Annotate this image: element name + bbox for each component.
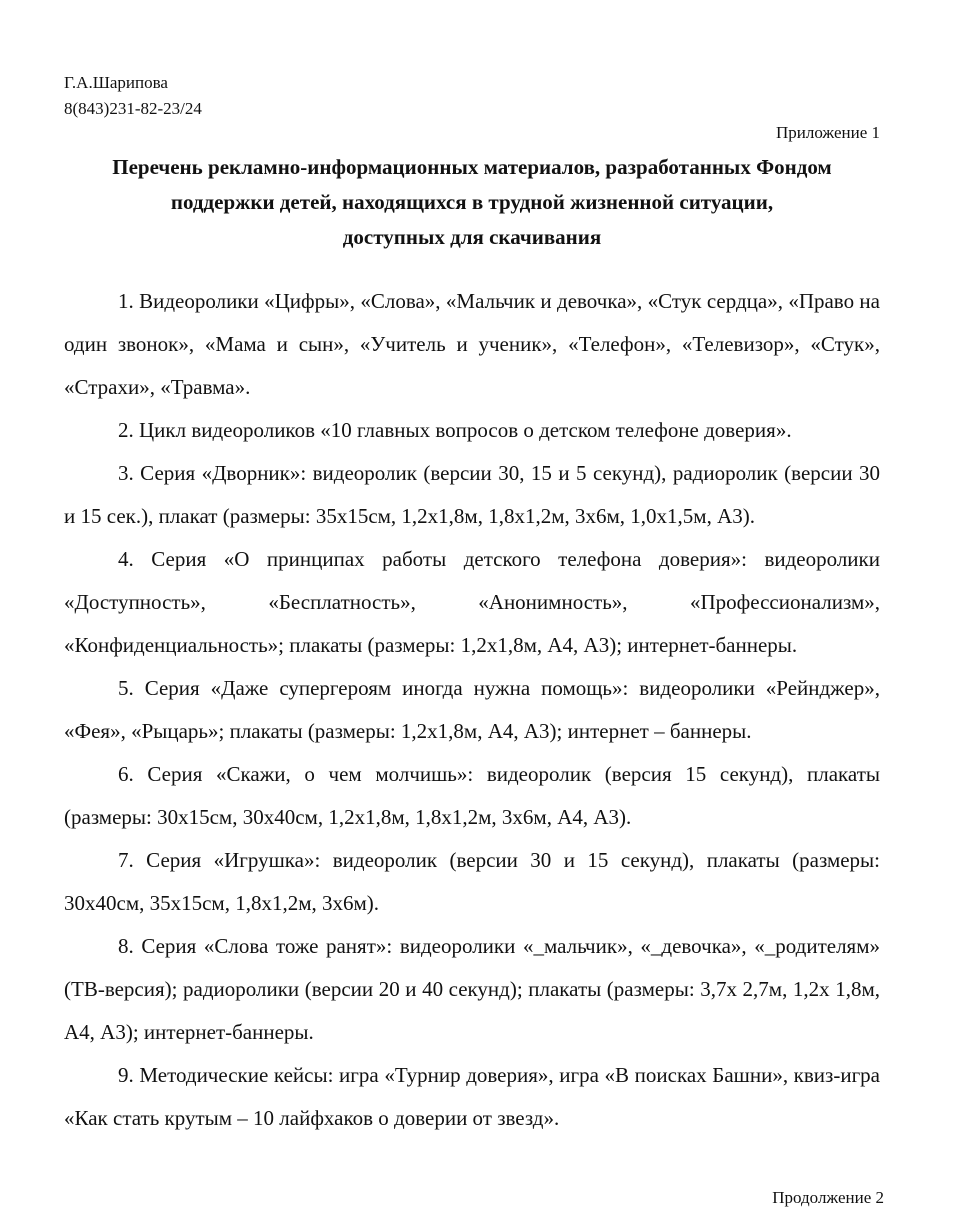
- list-item: 9. Методические кейсы: игра «Турнир доверия», игра «В поисках Башни», квиз-игра «Как стать крутым – 10 лайфхаков о доверии от звезд».: [64, 1063, 880, 1130]
- author-name: Г.А.Шарипова: [64, 73, 168, 92]
- document-title: [64, 150, 880, 255]
- author-phone: 8(843)231-82-23/24: [64, 99, 202, 118]
- author-block: [64, 70, 202, 122]
- title-line: доступных для скачивания: [342, 225, 602, 249]
- page-continuation-label: Продолжение 2: [772, 1188, 884, 1207]
- list-item: 1. Видеоролики «Цифры», «Слова», «Мальчик и девочка», «Стук сердца», «Право на один звонок», «Мама и сын», «Учитель и ученик», «Телефон», «Телевизор», «Стук», «Страхи», «Травма».: [64, 289, 880, 399]
- list-item: 8. Серия «Слова тоже ранят»: видеоролики «_мальчик», «_девочка», «_родителям» (ТВ-версия); радиоролики (версии 20 и 40 секунд); плакаты (размеры: 3,7х 2,7м, 1,2х 1,8м, А4, А3); интернет-баннеры.: [64, 934, 880, 1044]
- list-item: 4. Серия «О принципах работы детского телефона доверия»: видеоролики «Доступность», «Бесплатность», «Анонимность», «Профессионализм», «Конфиденциальность»; плакаты (размеры: 1,2х1,8м, А4, А3); интернет-баннеры.: [64, 547, 880, 657]
- list-item: 3. Серия «Дворник»: видеоролик (версии 30, 15 и 5 секунд), радиоролик (версии 30 и 15 сек.), плакат (размеры: 35х15см, 1,2х1,8м, 1,8х1,2м, 3х6м, 1,0х1,5м, А3).: [64, 461, 880, 528]
- materials-list: [64, 280, 880, 1140]
- list-item: 2. Цикл видеороликов «10 главных вопросов о детском телефоне доверия».: [118, 418, 792, 442]
- list-item: 6. Серия «Скажи, о чем молчишь»: видеоролик (версия 15 секунд), плакаты (размеры: 30х15см, 30х40см, 1,2х1,8м, 1,8х1,2м, 3х6м, А4, А3).: [64, 762, 880, 829]
- list-item: 7. Серия «Игрушка»: видеоролик (версии 30 и 15 секунд), плакаты (размеры: 30х40см, 35х15см, 1,8х1,2м, 3х6м).: [64, 848, 880, 915]
- title-line: Перечень рекламно-информационных материалов, разработанных Фондом: [112, 155, 832, 179]
- title-line: поддержки детей, находящихся в трудной жизненной ситуации,: [170, 190, 774, 214]
- list-item: 5. Серия «Даже супергероям иногда нужна помощь»: видеоролики «Рейнджер», «Фея», «Рыцарь»; плакаты (размеры: 1,2х1,8м, А4, А3); интернет – баннеры.: [64, 676, 880, 743]
- appendix-label: Приложение 1: [776, 123, 880, 142]
